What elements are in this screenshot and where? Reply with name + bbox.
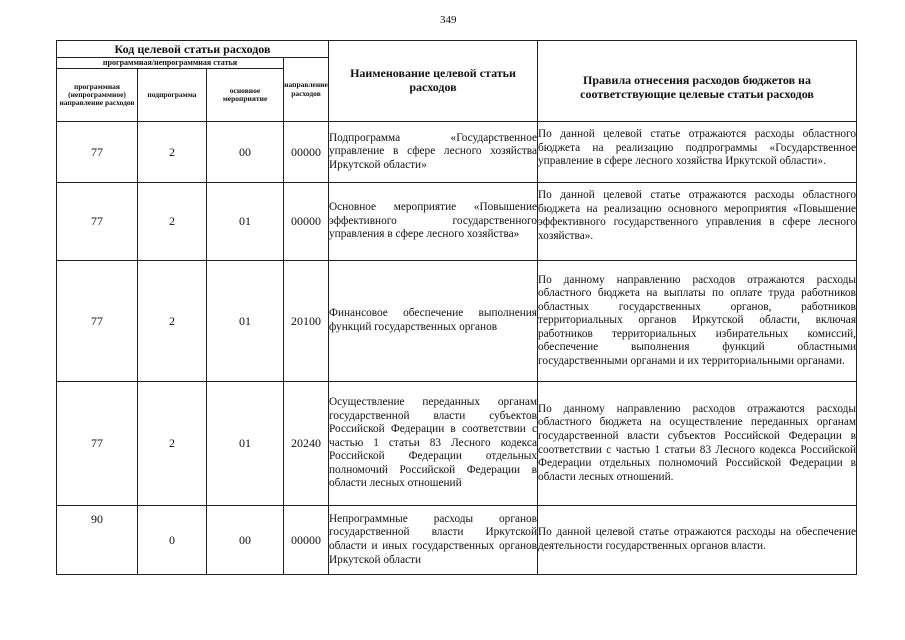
table-row bbox=[57, 382, 857, 506]
header-row-1 bbox=[57, 41, 857, 58]
rule-cell: По данной целевой статье отражаются расходы областного бюджета на реализацию подпрограммы «Государственное управление в сфере лесного хозяйства Иркутской области». bbox=[538, 122, 857, 183]
direction-cell: 20100 bbox=[284, 261, 329, 382]
name-cell: Осуществление переданных органам государственной власти субъектов Российской Федерации в соответствии с частью 1 статьи 83 Лесного кодекса Российской Федерации отдельных полномочий Российской Федерации в области лесных отношений bbox=[329, 382, 538, 506]
program-column-header: программная (непрограммное) направление расходов bbox=[57, 69, 138, 122]
activity-cell: 01 bbox=[207, 382, 284, 506]
rule-cell: По данному направлению расходов отражаются расходы областного бюджета на выплаты по оплате труда работников областных государственных органов, работников территориальных органов Иркутской области, включая работников территориальных избирательных комиссий, обеспечение выполнения функций областными государственными органами и их территориальными органами. bbox=[538, 261, 857, 382]
subprogram-cell: 2 bbox=[138, 382, 207, 506]
direction-column-header: направление расходов bbox=[284, 58, 329, 122]
program-cell: 77 bbox=[57, 183, 138, 261]
direction-cell: 20240 bbox=[284, 382, 329, 506]
program-cell: 90 bbox=[57, 506, 138, 575]
name-cell: Основное мероприятие «Повышение эффективного государственного управления в сфере лесного хозяйства» bbox=[329, 183, 538, 261]
rule-cell: По данной целевой статье отражаются расходы на обеспечение деятельности государственных органов власти. bbox=[538, 506, 857, 575]
table-row bbox=[57, 506, 857, 575]
activity-column-header: основное мероприятие bbox=[207, 69, 284, 122]
subprogram-column-header: подпрограмма bbox=[138, 69, 207, 122]
direction-cell: 00000 bbox=[284, 506, 329, 575]
subprogram-cell: 2 bbox=[138, 122, 207, 183]
direction-cell: 00000 bbox=[284, 183, 329, 261]
subprogram-cell: 2 bbox=[138, 183, 207, 261]
code-group-header: Код целевой статьи расходов bbox=[57, 41, 329, 58]
activity-cell: 01 bbox=[207, 261, 284, 382]
table-row bbox=[57, 261, 857, 382]
name-cell: Финансовое обеспечение выполнения функций государственных органов bbox=[329, 261, 538, 382]
table-row bbox=[57, 122, 857, 183]
program-cell: 77 bbox=[57, 382, 138, 506]
name-cell: Непрограммные расходы органов государственной власти Иркутской области и иных государственных органов Иркутской области bbox=[329, 506, 538, 575]
table-row bbox=[57, 183, 857, 261]
activity-cell: 00 bbox=[207, 122, 284, 183]
subprogram-cell: 2 bbox=[138, 261, 207, 382]
direction-cell: 00000 bbox=[284, 122, 329, 183]
name-column-header: Наименование целевой статьи расходов bbox=[329, 41, 538, 122]
target-articles-table bbox=[56, 40, 857, 575]
activity-cell: 01 bbox=[207, 183, 284, 261]
name-cell: Подпрограмма «Государственное управление в сфере лесного хозяйства Иркутской области» bbox=[329, 122, 538, 183]
rule-cell: По данному направлению расходов отражаются расходы областного бюджета на осуществление переданных органам государственной власти субъектов Российской Федерации в соответствии с частью 1 статьи 83 Лесного кодекса Российской Федерации отдельных полномочий Российской Федерации в области лесных отношений. bbox=[538, 382, 857, 506]
activity-cell: 00 bbox=[207, 506, 284, 575]
program-cell: 77 bbox=[57, 261, 138, 382]
program-group-header: программная/непрограммная статья bbox=[57, 58, 284, 69]
page-number: 349 bbox=[440, 14, 457, 26]
rules-column-header: Правила отнесения расходов бюджетов на соответствующие целевые статьи расходов bbox=[538, 41, 857, 122]
subprogram-cell: 0 bbox=[138, 506, 207, 575]
program-cell: 77 bbox=[57, 122, 138, 183]
rule-cell: По данной целевой статье отражаются расходы областного бюджета на реализацию основного мероприятия «Повышение эффективного государственного управления в сфере лесного хозяйства». bbox=[538, 183, 857, 261]
